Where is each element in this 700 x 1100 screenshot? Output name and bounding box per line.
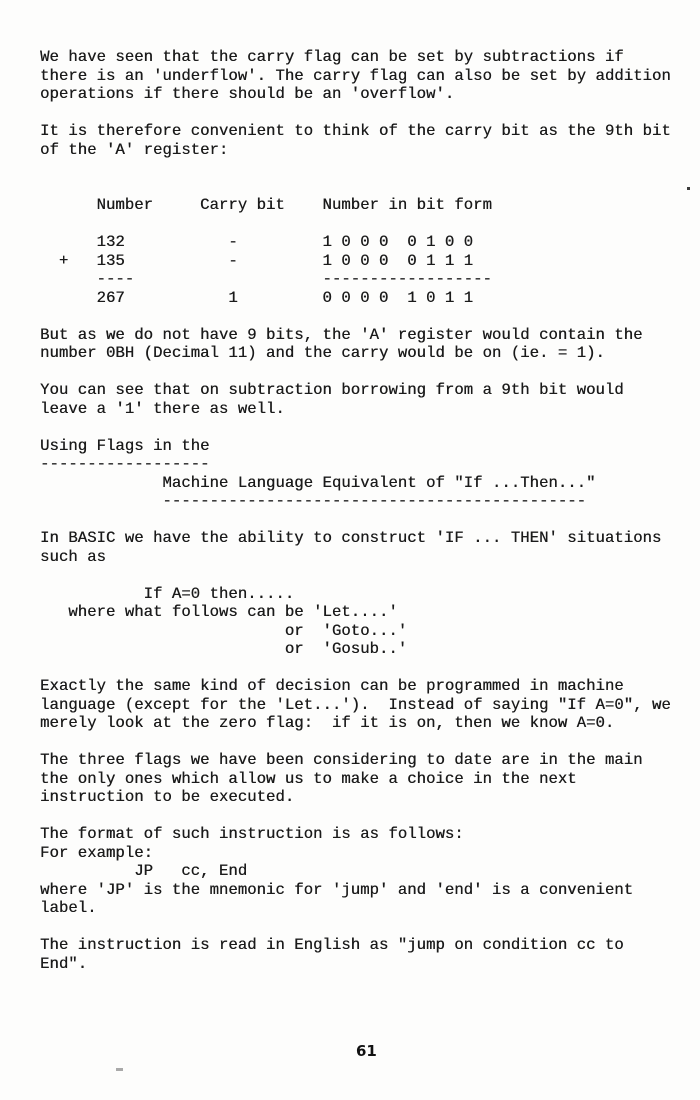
text-line: ------------------ bbox=[40, 455, 210, 473]
text-line: For example: bbox=[40, 843, 153, 862]
text-line: JP cc, End bbox=[40, 862, 248, 880]
text-line: The format of such instruction is as follows: bbox=[40, 825, 464, 843]
text-line: such as bbox=[40, 547, 106, 566]
text-line: of the 'A' register: bbox=[40, 140, 229, 159]
text-line bbox=[40, 363, 671, 382]
scan-speck bbox=[687, 187, 690, 190]
text-line: label. bbox=[40, 899, 97, 917]
text-line: But as we do not have 9 bits, the 'A' register would contain the bbox=[40, 325, 643, 344]
scan-speck bbox=[116, 1068, 123, 1071]
typewritten-text bbox=[40, 48, 671, 973]
text-line: leave a '1' there as well. bbox=[40, 399, 285, 418]
page-number: 61 bbox=[356, 1042, 377, 1060]
text-line: language (except for the 'Let...'). Instead of saying "If A=0", we bbox=[40, 695, 671, 714]
text-line bbox=[40, 659, 671, 678]
text-line: 267 1 0 0 0 0 1 0 1 1 bbox=[40, 288, 474, 307]
text-line: In BASIC we have the ability to construct 'IF ... THEN' situations bbox=[40, 529, 662, 547]
text-line: Exactly the same kind of decision can be programmed in machine bbox=[40, 677, 624, 695]
text-line: ---- ------------------ bbox=[40, 270, 492, 288]
text-line: End". bbox=[40, 954, 88, 973]
text-line: --------------------------------------------- bbox=[40, 492, 587, 510]
text-line bbox=[40, 159, 671, 178]
text-line bbox=[40, 307, 671, 326]
text-line bbox=[40, 566, 671, 585]
text-line: You can see that on subtraction borrowing from a 9th bit would bbox=[40, 381, 624, 399]
text-line: where what follows can be 'Let....' bbox=[40, 603, 398, 621]
text-line: Using Flags in the bbox=[40, 436, 210, 455]
text-line: operations if there should be an 'overflow'. bbox=[40, 85, 455, 103]
text-line: Machine Language Equivalent of "If ...Then..." bbox=[40, 473, 596, 492]
text-line: merely look at the zero flag: if it is on, then we know A=0. bbox=[40, 714, 615, 732]
text-line bbox=[40, 104, 671, 123]
text-line bbox=[40, 807, 671, 826]
text-line: The instruction is read in English as "jump on condition cc to bbox=[40, 936, 624, 954]
text-line bbox=[40, 178, 671, 197]
text-line: Number Carry bit Number in bit form bbox=[40, 196, 492, 214]
text-line: + 135 - 1 0 0 0 0 1 1 1 bbox=[40, 251, 474, 270]
text-line: there is an 'underflow'. The carry flag can also be set by addition bbox=[40, 66, 671, 85]
text-line: or 'Goto...' bbox=[40, 621, 408, 640]
text-line: 132 - 1 0 0 0 0 1 0 0 bbox=[40, 233, 474, 251]
text-line: or 'Gosub..' bbox=[40, 640, 408, 658]
text-line: It is therefore convenient to think of the carry bit as the 9th bit bbox=[40, 122, 671, 140]
text-line: the only ones which allow us to make a choice in the next bbox=[40, 769, 577, 788]
text-line: where 'JP' is the mnemonic for 'jump' and 'end' is a convenient bbox=[40, 880, 634, 899]
text-line bbox=[40, 418, 671, 437]
text-line: number 0BH (Decimal 11) and the carry would be on (ie. = 1). bbox=[40, 344, 605, 362]
text-line bbox=[40, 511, 671, 530]
text-line bbox=[40, 918, 671, 937]
text-line bbox=[40, 215, 671, 234]
text-line: The three flags we have been considering to date are in the main bbox=[40, 751, 643, 769]
text-line: We have seen that the carry flag can be set by subtractions if bbox=[40, 48, 624, 66]
text-line: If A=0 then..... bbox=[40, 584, 295, 603]
text-line: instruction to be executed. bbox=[40, 788, 295, 806]
text-line bbox=[40, 733, 671, 752]
